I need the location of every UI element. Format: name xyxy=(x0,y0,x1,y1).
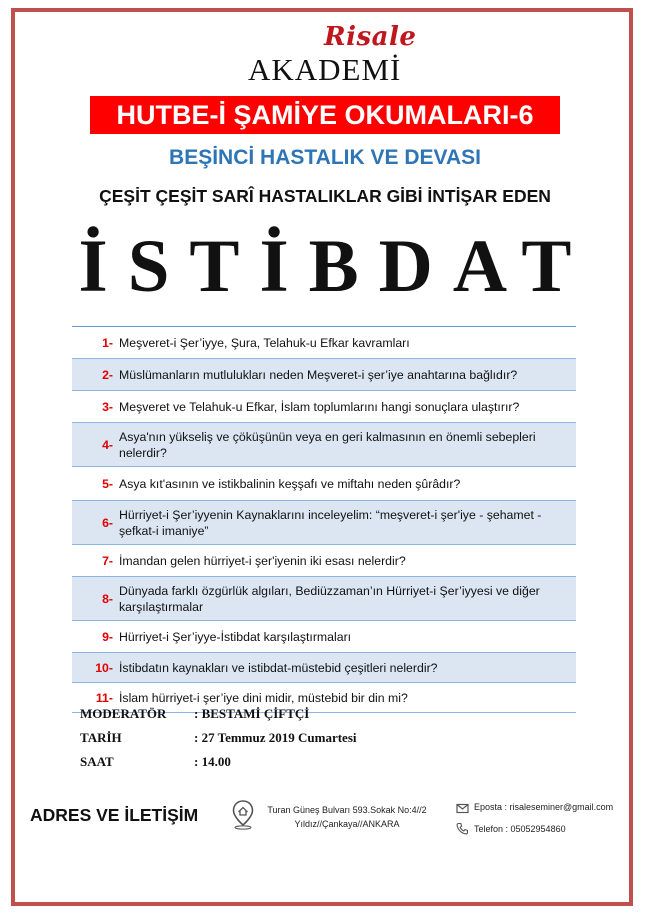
address-line-2: Yıldız//Çankaya//ANKARA xyxy=(294,819,400,829)
topic-text: Hürriyet-i Şer’iyyenin Kaynaklarını inceleyelim: “meşveret-i şer'iye - şehamet - şefkat-i imaniye” xyxy=(119,507,542,538)
topic-number: 9- xyxy=(102,629,113,644)
topic-number: 6- xyxy=(102,515,113,530)
info-value: : 27 Temmuz 2019 Cumartesi xyxy=(194,730,357,745)
logo-risale-word: Risale xyxy=(324,22,417,52)
topic-text: İmandan gelen hürriyet-i şer'iyenin iki esası nelerdir? xyxy=(119,553,406,568)
headline: ÇEŞİT ÇEŞİT SARÎ HASTALIKLAR GİBİ İNTİŞAR EDEN xyxy=(99,186,551,206)
topic-number: 8- xyxy=(102,591,113,606)
topic-text: İstibdatın kaynakları ve istibdat-müstebid çeşitleri nelerdir? xyxy=(119,660,438,675)
info-label: TARİH xyxy=(80,730,122,745)
topic-text: Dünyada farklı özgürlük algıları, Bediüzzaman’ın Hürriyet-i Şer’iyyesi ve diğer karşılaştırmalar xyxy=(119,583,540,614)
address xyxy=(262,803,432,831)
topic-number: 1- xyxy=(102,335,113,350)
topic-item xyxy=(72,327,576,359)
topic-item xyxy=(72,653,576,683)
topic-number: 11- xyxy=(95,690,113,705)
phone: Telefon : 05052954860 xyxy=(474,824,566,834)
topic-text: Meşveret-i Şer’iyye, Şura, Telahuk-u Efkar kavramları xyxy=(119,335,410,350)
topic-text: Meşveret ve Telahuk-u Efkar, İslam toplumlarını hangi sonuçlara ulaştırır? xyxy=(119,399,520,414)
topic-text: Müslümanların mutlulukları neden Meşveret-i şer’iye anahtarına bağlıdır? xyxy=(119,367,518,382)
topic-item xyxy=(72,545,576,577)
risale-akademi-logo xyxy=(246,22,417,88)
topic-number: 10- xyxy=(95,660,113,675)
contact-title: ADRES VE İLETİŞİM xyxy=(30,805,199,825)
topic-item xyxy=(72,391,576,423)
topic-number: 7- xyxy=(102,553,113,568)
info-label: SAAT xyxy=(80,754,114,769)
topic-text: Asya'nın yükseliş ve çöküşünün veya en geri kalmasının en önemli sebepleri nelerdir? xyxy=(119,429,536,460)
topic-item xyxy=(72,577,576,621)
event-info xyxy=(80,706,357,778)
address-line-1: Turan Güneş Bulvarı 593.Sokak No:4//2 xyxy=(267,805,427,815)
topic-text: İslam hürriyet-i şer’iye dini midir, müstebid bir din mi? xyxy=(119,690,408,705)
topic-text: Asya kıt'asının ve istikbalinin keşşafı ve miftahı neden şûrâdır? xyxy=(119,476,461,491)
envelope-icon xyxy=(456,802,469,815)
topic-text: Hürriyet-i Şer’iyye-İstibdat karşılaştırmaları xyxy=(119,629,352,644)
location-pin-icon xyxy=(232,800,254,830)
info-row-date xyxy=(80,730,357,754)
topic-item xyxy=(72,359,576,391)
topic-list xyxy=(72,326,576,713)
topic-number: 5- xyxy=(102,476,113,491)
big-title: İSTİBDAT xyxy=(78,225,592,308)
info-label: MODERATÖR xyxy=(80,706,167,721)
info-row-time xyxy=(80,754,357,778)
topic-item xyxy=(72,467,576,501)
topic-number: 3- xyxy=(102,399,113,414)
topic-item xyxy=(72,423,576,467)
topic-item xyxy=(72,501,576,545)
phone-icon xyxy=(456,822,469,835)
topic-number: 4- xyxy=(102,437,113,452)
email: Eposta : risaleseminer@gmail.com xyxy=(474,802,614,812)
topic-number: 2- xyxy=(102,367,113,382)
info-value: : BESTAMİ ÇİFTÇİ xyxy=(194,706,310,721)
subtitle: BEŞİNCİ HASTALIK VE DEVASI xyxy=(169,146,481,169)
info-value: : 14.00 xyxy=(194,754,231,769)
topic-item xyxy=(72,621,576,653)
logo-akademi-word: AKADEMİ xyxy=(248,52,402,87)
series-banner: HUTBE-İ ŞAMİYE OKUMALARI-6 xyxy=(90,96,560,134)
info-row-moderator xyxy=(80,706,357,730)
